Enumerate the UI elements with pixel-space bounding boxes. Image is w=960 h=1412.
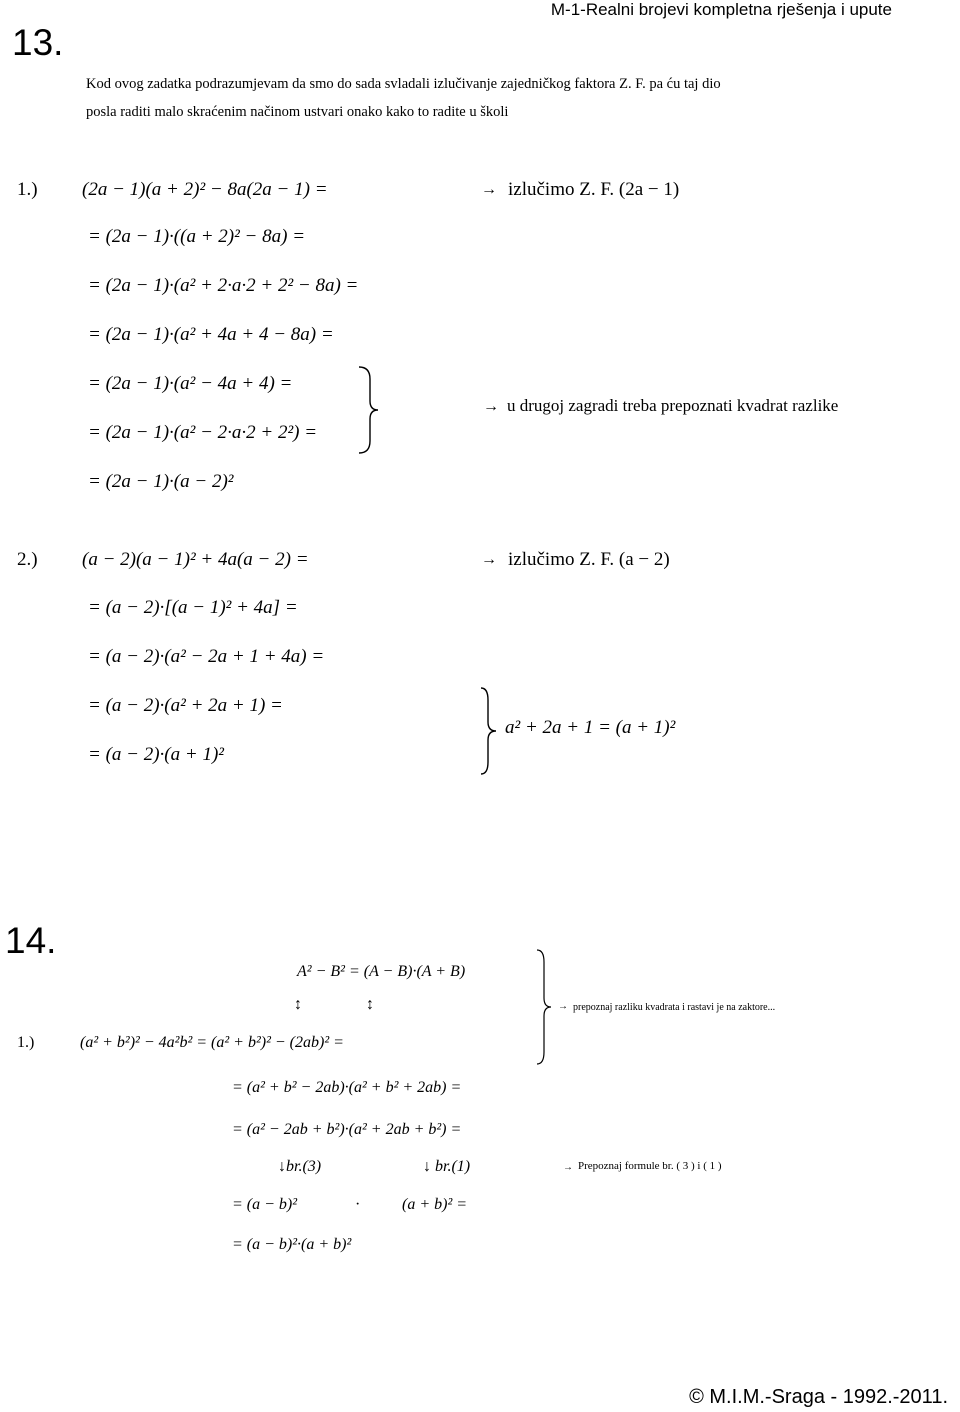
section-13-intro-line-2: posla raditi malo skraćenim načinom ustvari onako kako to radite u školi: [86, 104, 509, 120]
problem-1-line-7: = (2a − 1)·(a − 2)²: [88, 471, 234, 492]
problem-1-line-5: = (2a − 1)·(a² − 4a + 4) =: [88, 373, 293, 394]
difference-of-squares-formula: A² − B² = (A − B)·(A + B): [297, 963, 466, 980]
problem-2-line-5: = (a − 2)·(a + 1)²: [88, 744, 224, 765]
arrow-right-icon: →: [483, 398, 499, 415]
section-14-formula-note: prepoznaj razliku kvadrata i rastavi je na zaktore...: [573, 1002, 776, 1013]
problem-2-line-1: (a − 2)(a − 1)² + 4a(a − 2) =: [82, 549, 309, 570]
problem-2-label: 2.): [17, 549, 38, 570]
formula-reference-3: ↓br.(3): [278, 1158, 322, 1175]
right-brace-icon: [356, 365, 382, 455]
problem-2-line-2: = (a − 2)·[(a − 1)² + 4a] =: [88, 597, 298, 618]
up-down-arrow-icon: ↕: [294, 996, 302, 1013]
problem-14-1-line-5: = (a − b)²·(a + b)²: [232, 1236, 352, 1253]
section-14-formula-reference-note: Prepoznaj formule br. ( 3 ) i ( 1 ): [578, 1160, 722, 1172]
problem-1-note-2: u drugoj zagradi treba prepoznati kvadrat razlike: [507, 396, 839, 415]
problem-14-1-line-3: = (a² − 2ab + b²)·(a² + 2ab + b²) =: [232, 1121, 462, 1138]
problem-14-1-line-1: (a² + b²)² − 4a²b² = (a² + b²)² − (2ab)² =: [80, 1034, 344, 1051]
multiplication-dot: ·: [355, 1196, 361, 1213]
problem-1-line-2: = (2a − 1)·((a + 2)² − 8a) =: [88, 226, 306, 247]
problem-2-line-3: = (a − 2)·(a² − 2a + 1 + 4a) =: [88, 646, 325, 667]
problem-14-1-label: 1.): [17, 1034, 35, 1051]
formula-reference-1: ↓ br.(1): [423, 1158, 471, 1175]
right-brace-icon: [534, 948, 556, 1066]
section-13-intro-line-1: Kod ovog zadatka podrazumjevam da smo do sada svladali izlučivanje zajedničkog faktora Z. F. pa ću taj dio: [86, 76, 721, 92]
problem-1-line-3: = (2a − 1)·(a² + 2·a·2 + 2² − 8a) =: [88, 275, 359, 296]
problem-14-1-line-4-right: (a + b)² =: [402, 1196, 468, 1213]
arrow-right-icon: →: [563, 1162, 573, 1173]
problem-1-line-6: = (2a − 1)·(a² − 2·a·2 + 2²) =: [88, 422, 318, 443]
problem-1-line-1: (2a − 1)(a + 2)² − 8a(2a − 1) =: [82, 179, 328, 200]
problem-14-1-line-4-left: = (a − b)²: [232, 1196, 298, 1213]
section-number-14: 14.: [5, 920, 57, 961]
problem-2-line-4: = (a − 2)·(a² + 2a + 1) =: [88, 695, 283, 716]
copyright-footer: © M.I.M.-Sraga - 1992.-2011.: [689, 1386, 948, 1408]
problem-1-line-4: = (2a − 1)·(a² + 4a + 4 − 8a) =: [88, 324, 334, 345]
up-down-arrow-icon: ↕: [366, 996, 374, 1013]
problem-1-label: 1.): [17, 179, 38, 200]
problem-1-note-1: izlučimo Z. F. (2a − 1): [508, 179, 680, 200]
document-header-title: M-1-Realni brojevi kompletna rješenja i upute: [550, 0, 892, 19]
problem-2-note-2: a² + 2a + 1 = (a + 1)²: [505, 717, 676, 738]
problem-14-1-line-2: = (a² + b² − 2ab)·(a² + b² + 2ab) =: [232, 1079, 462, 1096]
section-number-13: 13.: [12, 22, 64, 63]
arrow-right-icon: →: [481, 551, 497, 568]
arrow-right-icon: →: [558, 1001, 568, 1012]
problem-2-note-1: izlučimo Z. F. (a − 2): [508, 549, 670, 570]
right-brace-icon: [478, 686, 504, 776]
arrow-right-icon: →: [481, 181, 497, 198]
